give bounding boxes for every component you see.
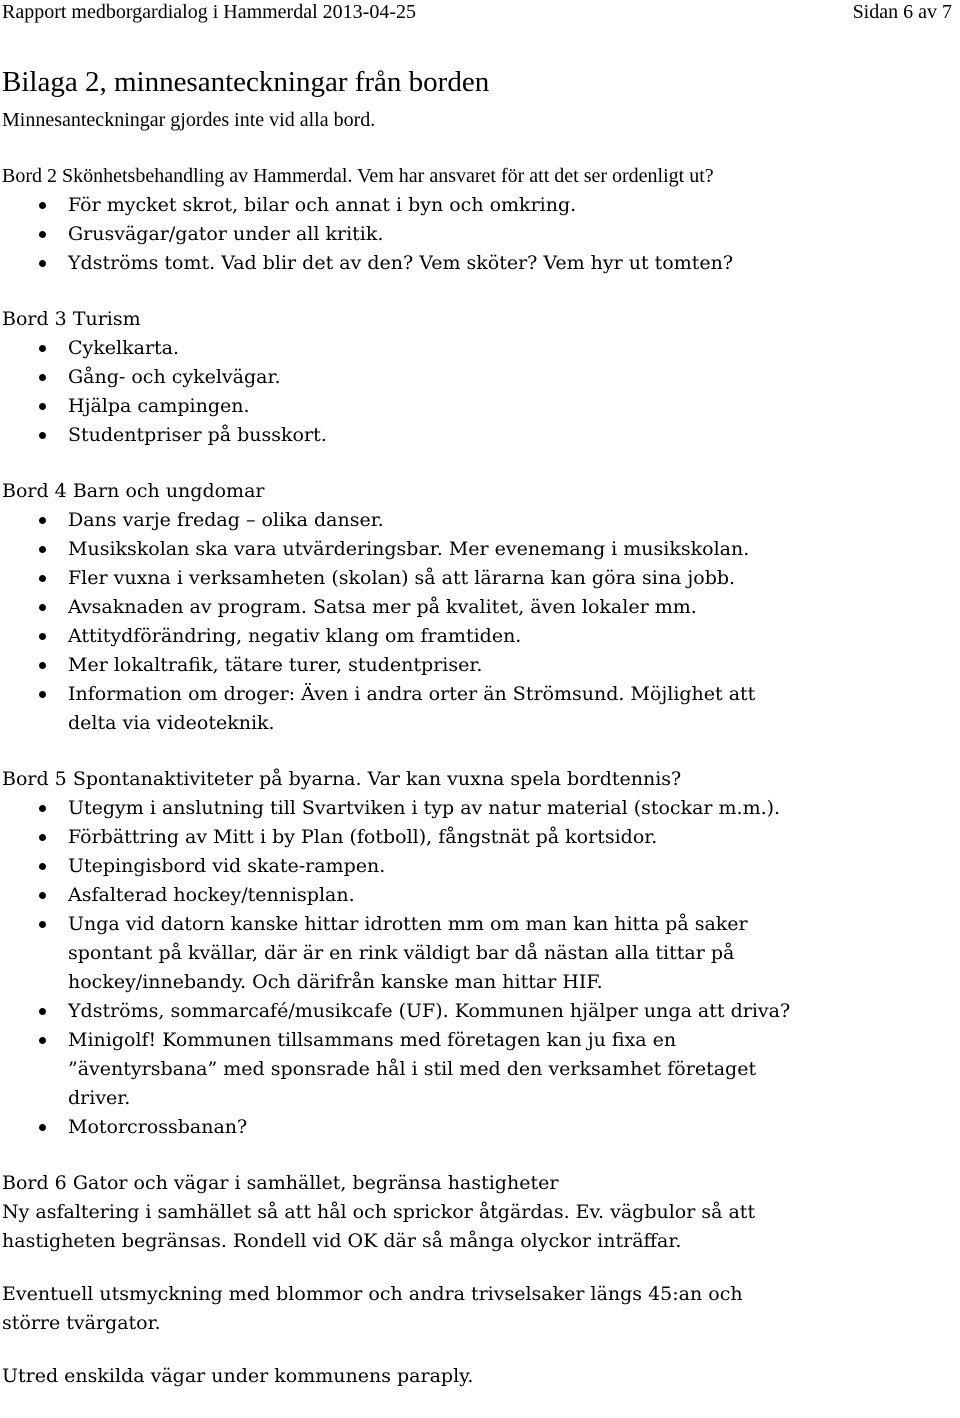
list-item: Förbättring av Mitt i by Plan (fotboll), fångstnät på kortsidor. xyxy=(2,823,952,852)
list-item: Avsaknaden av program. Satsa mer på kvalitet, även lokaler mm. xyxy=(2,593,952,622)
bullet-list xyxy=(2,334,952,450)
section-heading: Bord 2 Skönhetsbehandling av Hammerdal. Vem har ansvaret för att det ser ordenligt ut? xyxy=(2,165,714,187)
bullet-icon xyxy=(39,633,46,640)
section-bord-6 xyxy=(2,1169,952,1391)
section-bord-5 xyxy=(2,765,952,1142)
page-title: Bilaga 2, minnesanteckningar från borden xyxy=(2,66,490,98)
bullet-icon xyxy=(39,691,46,698)
list-item: Ydströms tomt. Vad blir det av den? Vem sköter? Vem hyr ut tomten? xyxy=(2,249,952,278)
paragraph: Ny asfaltering i samhället så att hål och sprickor åtgärdas. Ev. vägbulor så att hastigheten begränsas. Rondell vid OK där så många olyckor inträffar. xyxy=(2,1201,756,1252)
section-heading: Bord 3 Turism xyxy=(2,308,141,330)
section-heading: Bord 4 Barn och ungdomar xyxy=(2,480,265,502)
list-item: Grusvägar/gator under all kritik. xyxy=(2,220,952,249)
bullet-icon xyxy=(39,1008,46,1015)
bullet-icon xyxy=(39,432,46,439)
bullet-icon xyxy=(39,805,46,812)
bullet-icon xyxy=(39,834,46,841)
list-item: Dans varje fredag – olika danser. xyxy=(2,506,952,535)
list-item: Utegym i anslutning till Svartviken i typ av natur material (stockar m.m.). xyxy=(2,794,952,823)
page-header xyxy=(2,0,952,28)
list-item: Fler vuxna i verksamheten (skolan) så att lärarna kan göra sina jobb. xyxy=(2,564,952,593)
bullet-icon xyxy=(39,863,46,870)
section-heading: Bord 5 Spontanaktiviteter på byarna. Var kan vuxna spela bordtennis? xyxy=(2,768,682,790)
section-heading: Bord 6 Gator och vägar i samhället, begränsa hastigheter xyxy=(2,1172,559,1194)
list-item: Ydströms, sommarcafé/musikcafe (UF). Kommunen hjälper unga att driva? xyxy=(2,997,952,1026)
list-item: Minigolf! Kommunen tillsammans med företagen kan ju fixa en ”äventyrsbana” med sponsrade hål i stil med den verksamhet företaget driver. xyxy=(2,1026,952,1113)
list-item: Hjälpa campingen. xyxy=(2,392,952,421)
header-report-title: Rapport medborgardialog i Hammerdal 2013-04-25 xyxy=(2,1,416,23)
section-bord-3 xyxy=(2,305,952,450)
bullet-icon xyxy=(39,604,46,611)
bullet-icon xyxy=(39,231,46,238)
list-item: Mer lokaltrafik, tätare turer, studentpriser. xyxy=(2,651,952,680)
bullet-list xyxy=(2,506,952,738)
list-item: Asfalterad hockey/tennisplan. xyxy=(2,881,952,910)
list-item: Cykelkarta. xyxy=(2,334,952,363)
bullet-icon xyxy=(39,892,46,899)
bullet-icon xyxy=(39,1124,46,1131)
bullet-icon xyxy=(39,575,46,582)
intro-text: Minnesanteckningar gjordes inte vid alla bord. xyxy=(2,109,376,131)
bullet-icon xyxy=(39,1037,46,1044)
bullet-icon xyxy=(39,517,46,524)
document-content xyxy=(2,64,952,1391)
section-bord-2 xyxy=(2,162,952,278)
list-item: Gång- och cykelvägar. xyxy=(2,363,952,392)
bullet-icon xyxy=(39,921,46,928)
bullet-icon xyxy=(39,202,46,209)
bullet-icon xyxy=(39,260,46,267)
paragraph: Utred enskilda vägar under kommunens paraply. xyxy=(2,1365,474,1387)
list-item: Information om droger: Även i andra orter än Strömsund. Möjlighet att delta via videoteknik. xyxy=(2,680,952,738)
list-item: Attitydförändring, negativ klang om framtiden. xyxy=(2,622,952,651)
list-item: Utepingisbord vid skate-rampen. xyxy=(2,852,952,881)
section-bord-4 xyxy=(2,477,952,738)
bullet-icon xyxy=(39,403,46,410)
bullet-icon xyxy=(39,345,46,352)
bullet-icon xyxy=(39,662,46,669)
list-item: Studentpriser på busskort. xyxy=(2,421,952,450)
list-item: Unga vid datorn kanske hittar idrotten mm om man kan hitta på saker spontant på kvällar, där är en rink väldigt bar då nästan alla tittar på hockey/innebandy. Och därifrån kanske man hittar HIF. xyxy=(2,910,952,997)
list-item: Motorcrossbanan? xyxy=(2,1113,952,1142)
paragraph: Eventuell utsmyckning med blommor och andra trivselsaker längs 45:an och större tvärgator. xyxy=(2,1283,743,1334)
bullet-icon xyxy=(39,374,46,381)
bullet-icon xyxy=(39,546,46,553)
list-item: Musikskolan ska vara utvärderingsbar. Mer evenemang i musikskolan. xyxy=(2,535,952,564)
header-page-number: Sidan 6 av 7 xyxy=(852,1,952,23)
list-item: För mycket skrot, bilar och annat i byn och omkring. xyxy=(2,191,952,220)
bullet-list xyxy=(2,794,952,1142)
bullet-list xyxy=(2,191,952,278)
